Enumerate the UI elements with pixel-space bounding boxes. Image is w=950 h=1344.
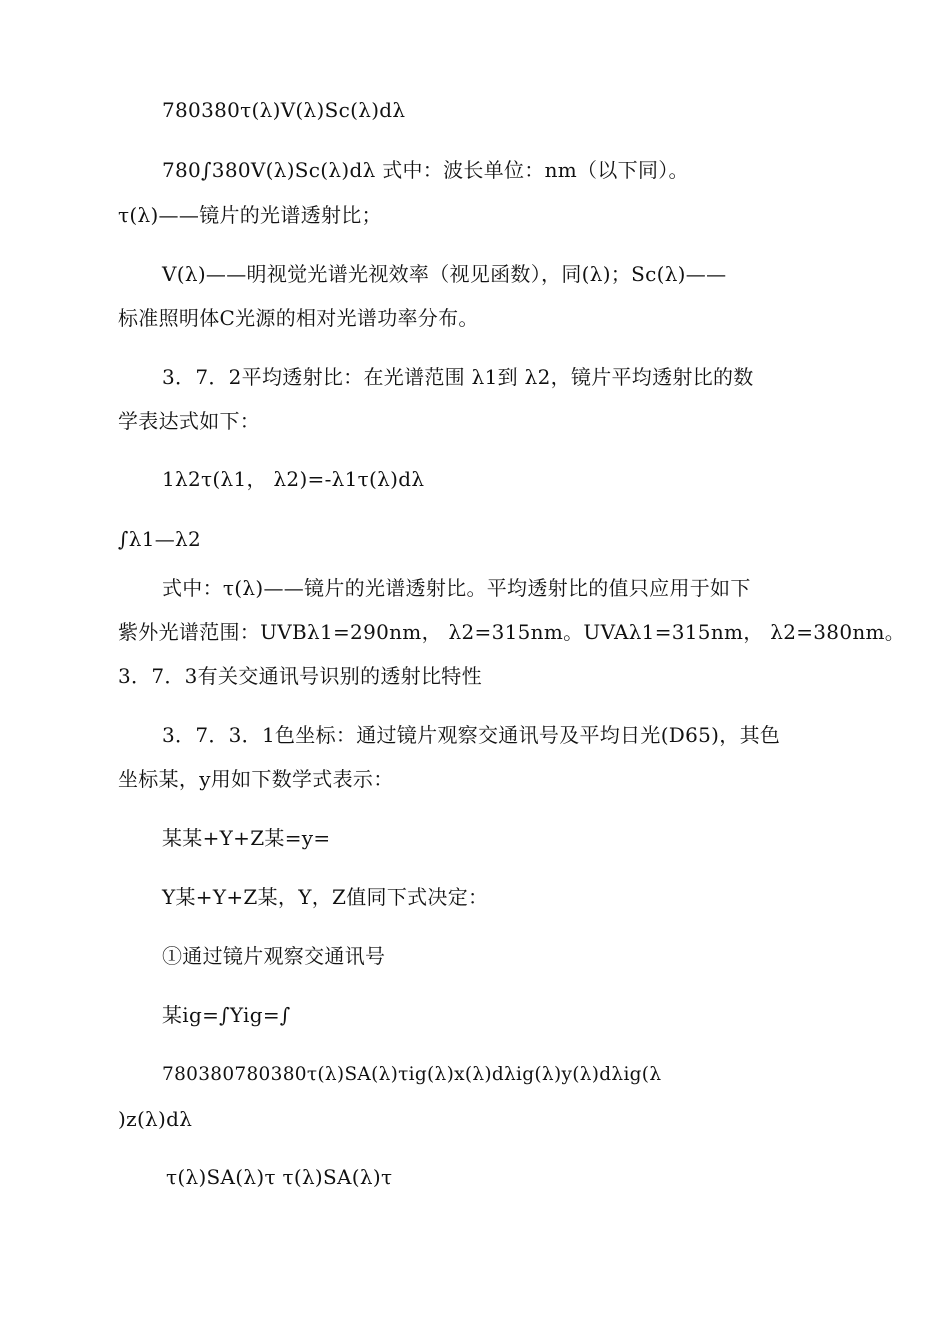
- formula-line: 780∫380V(λ)Sc(λ)dλ 式中：波长单位：nm（以下同）。: [162, 158, 689, 182]
- text-line: 坐标某，y用如下数学式表示：: [118, 767, 394, 791]
- text-line: 标准照明体C光源的相对光谱功率分布。: [118, 306, 479, 330]
- formula-line: 某某+Y+Z某=y=: [162, 826, 331, 850]
- text-line: τ(λ)——镜片的光谱透射比；: [118, 203, 382, 227]
- section-heading: 3．7．3有关交通讯号识别的透射比特性: [118, 664, 482, 688]
- formula-line: )z(λ)dλ: [118, 1107, 193, 1131]
- formula-line: ∫λ1—λ2: [118, 527, 202, 551]
- section-heading: 3．7．3．1色坐标：通过镜片观察交通讯号及平均日光(D65)，其色: [162, 723, 781, 747]
- text-line: 紫外光谱范围：UVBλ1=290nm， λ2=315nm。UVAλ1=315nm， λ2=380nm。: [118, 620, 906, 644]
- text-line: ①通过镜片观察交通讯号: [162, 944, 386, 968]
- section-heading: 3．7．2平均透射比：在光谱范围 λ1到 λ2，镜片平均透射比的数: [162, 365, 754, 389]
- formula-line: 780380τ(λ)V(λ)Sc(λ)dλ: [162, 98, 406, 122]
- text-line: Y某+Y+Z某，Y，Z值同下式决定：: [162, 885, 489, 909]
- text-line: V(λ)——明视觉光谱光视效率（视见函数），同(λ)；Sc(λ)——: [162, 262, 727, 286]
- formula-line: 某ig=∫Yig=∫: [162, 1003, 291, 1027]
- formula-line: 1λ2τ(λ1， λ2)=-λ1τ(λ)dλ: [162, 467, 425, 491]
- text-line: 式中：τ(λ)——镜片的光谱透射比。平均透射比的值只应用于如下: [162, 576, 751, 600]
- formula-line: τ(λ)SA(λ)τ τ(λ)SA(λ)τ: [166, 1165, 393, 1189]
- text-line: 学表达式如下：: [118, 409, 261, 433]
- formula-line: 780380780380τ(λ)SA(λ)τig(λ)x(λ)dλig(λ)y(λ)dλig(λ: [162, 1064, 662, 1085]
